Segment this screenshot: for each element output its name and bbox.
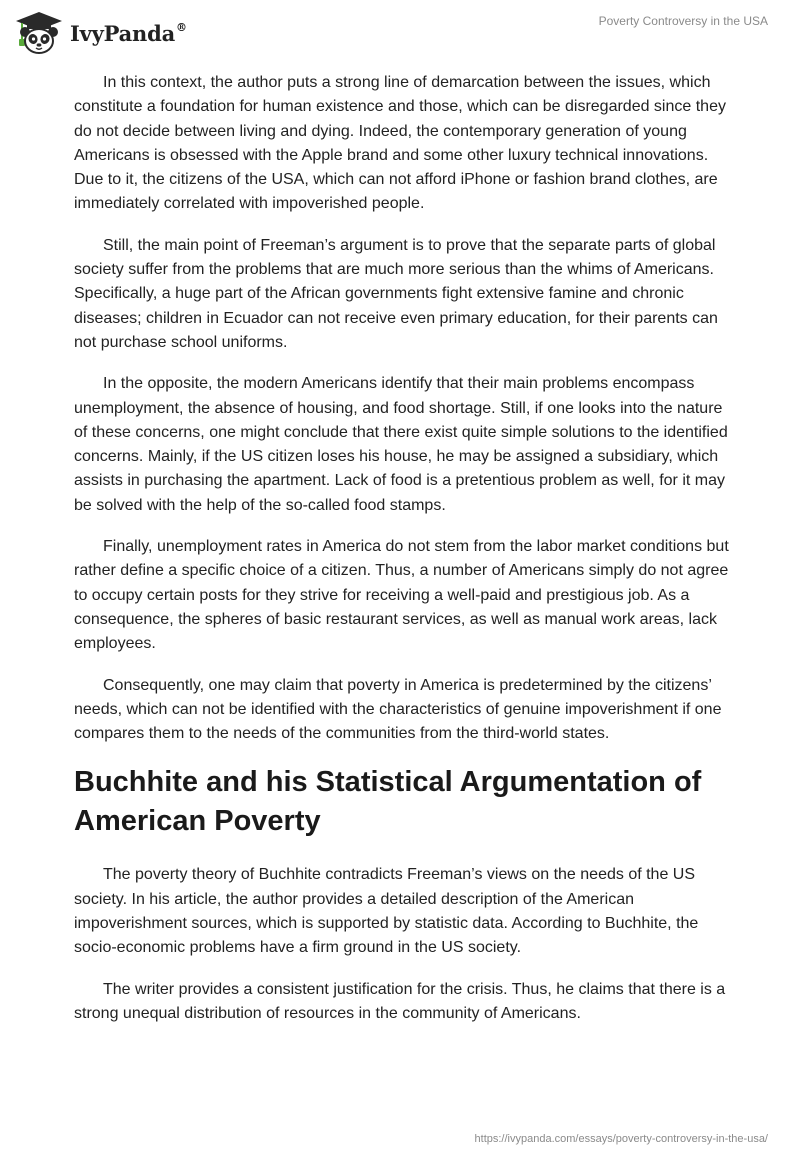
document-title: Poverty Controversy in the USA	[598, 14, 768, 28]
source-url[interactable]: https://ivypanda.com/essays/poverty-controversy-in-the-usa/	[474, 1133, 768, 1145]
body-paragraph: In this context, the author puts a strong line of demarcation between the issues, which constitute a foundation for human existence and those, which can be disregarded since they do not decide between living and dying. Indeed, the contemporary generation of young Americans is obsessed with the Apple brand and some other luxury technical innovations. Due to it, the citizens of the USA, which can not afford iPhone or fashion brand clothes, are immediately correlated with impoverished people.	[74, 74, 726, 213]
essay-content	[74, 71, 734, 1043]
body-paragraph: In the opposite, the modern Americans identify that their main problems encompass unemployment, the absence of housing, and food shortage. Still, if one looks into the nature of these concerns, one might conclude that there exist quite simple solutions to the identified concerns. Mainly, if the US citizen loses his house, he may be assigned a subsidiary, which assists in purchasing the apartment. Lack of food is a pretentious problem as well, for it may be solved with the help of the so-called food stamps.	[74, 375, 728, 514]
brand-name	[70, 21, 187, 46]
registered-mark: ®	[176, 20, 187, 34]
body-paragraph: Finally, unemployment rates in America do not stem from the labor market conditions but rather define a specific choice of a citizen. Thus, a number of Americans simply do not agree to occupy certain posts for they strive for receiving a well-paid and prestigious job. As a consequence, the spheres of basic restaurant services, as well as manual work areas, lack employees.	[74, 538, 729, 653]
panda-graduation-icon	[14, 10, 64, 56]
body-paragraph: The poverty theory of Buchhite contradicts Freeman’s views on the needs of the US society. In his article, the author provides a detailed description of the American impoverishment sources, which is supported by statistic data. According to Buchhite, the socio-economic problems have a firm ground in the US society.	[74, 866, 699, 957]
body-paragraph: The writer provides a consistent justification for the crisis. Thus, he claims that there is a strong unequal distribution of resources in the community of Americans.	[74, 980, 726, 1022]
page-header	[0, 0, 800, 70]
body-paragraph: Still, the main point of Freeman’s argument is to prove that the separate parts of global society suffer from the problems that are much more serious than the whims of Americans. Specifically, a huge part of the African governments fight extensive famine and chronic diseases; children in Ecuador can not receive even primary education, for their parents can not purchase school uniforms.	[74, 236, 718, 351]
body-paragraph: Consequently, one may claim that poverty in America is predetermined by the citizens’ needs, which can not be identified with the characteristics of genuine impoverishment if one compares them to the needs of the communities from the third-world states.	[74, 676, 722, 743]
section-heading: Buchhite and his Statistical Argumentation of American Poverty	[74, 766, 702, 838]
ivypanda-logo[interactable]	[14, 10, 187, 56]
brand-name-text: IvyPanda	[70, 20, 176, 46]
